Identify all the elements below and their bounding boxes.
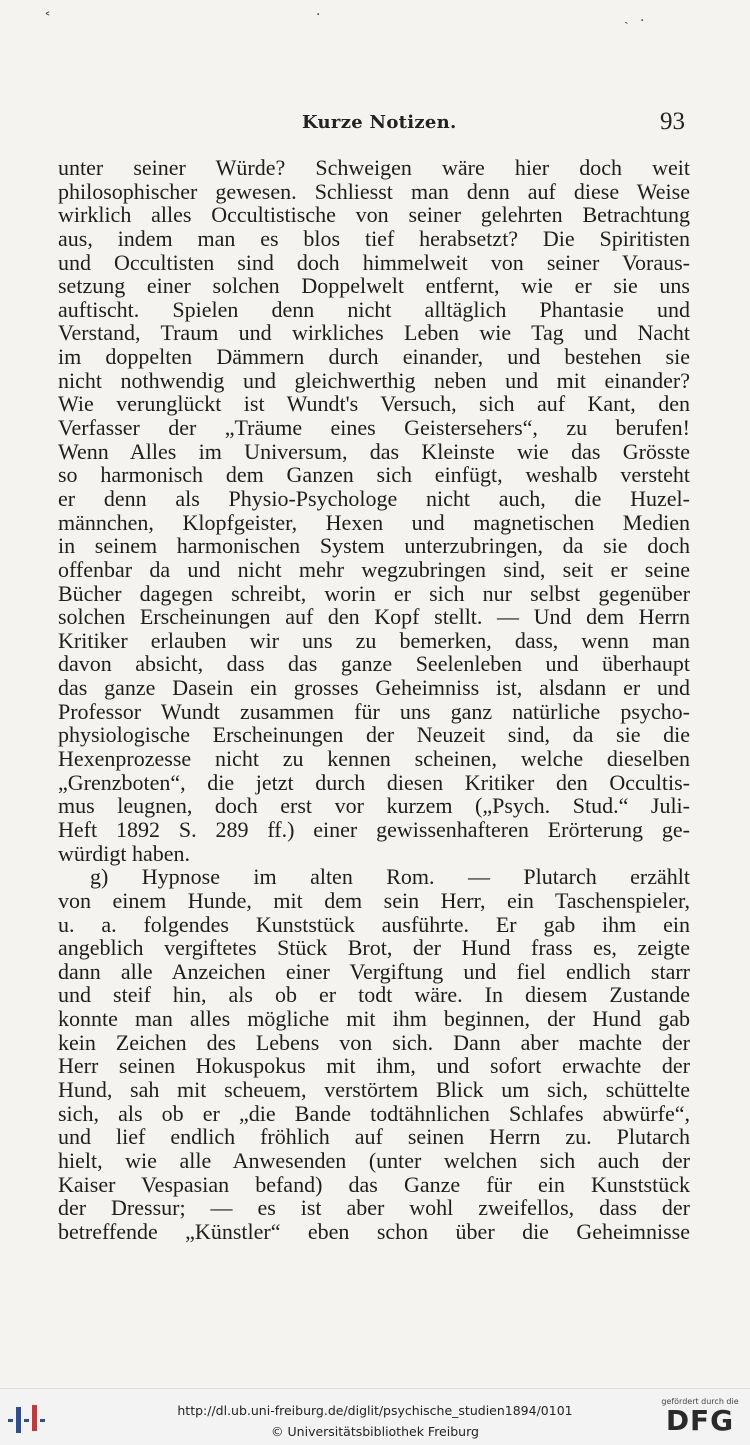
text-line: wirklich alles Occultistische von seiner gelehrten Betrachtung (58, 202, 690, 228)
text-line: dann alle Anzeichen einer Vergiftung und fiel endlich starr (58, 958, 690, 984)
text-line: unter seiner Würde? Schweigen wäre hier doch weit (58, 155, 690, 180)
scan-speck: · (640, 13, 645, 29)
text-line: philosophischer gewesen. Schliesst man denn auf diese Weise (58, 178, 690, 204)
text-line: kein Zeichen des Lebens von sich. Dann aber machte der (58, 1029, 690, 1055)
text-line: im doppelten Dämmern durch einander, und bestehen sie (58, 344, 690, 370)
footer-bar (0, 1388, 750, 1445)
dfg-logo-text: DFG (665, 1404, 735, 1437)
text-line: Kritiker erlauben wir uns zu bemerken, dass, wenn man (58, 627, 690, 653)
text-line: Heft 1892 S. 289 ff.) einer gewissenhafteren Erörterung ge- (58, 816, 690, 842)
text-line: angeblich vergiftetes Stück Brot, der Hund frass es, zeigte (58, 935, 690, 961)
text-line: Herr seinen Hokuspokus mit ihm, und sofort erwachte der (58, 1053, 690, 1079)
text-line: Kaiser Vespasian befand) das Ganze für ein Kunststück (58, 1171, 690, 1197)
text-line: Verstand, Traum und wirkliches Leben wie Tag und Nacht (58, 320, 690, 346)
text-line: und Occultisten sind doch himmelweit von seiner Voraus- (58, 249, 690, 275)
text-line: Hexenprozesse nicht zu kennen scheinen, welche dieselben (58, 746, 690, 772)
text-line: der Dressur; — es ist aber wohl zweifellos, dass der (58, 1195, 690, 1221)
text-line: hielt, wie alle Anwesenden (unter welchen sich auch der (58, 1147, 690, 1173)
copyright-notice: © Universitätsbibliothek Freiburg (271, 1424, 479, 1439)
text-line: Wenn Alles im Universum, das Kleinste wie das Grösste (58, 438, 690, 464)
text-line: setzung einer solchen Doppelwelt entfernt, wie er sie uns (58, 273, 690, 299)
text-line: und steif hin, als ob er todt wäre. In diesem Zustande (58, 982, 690, 1008)
text-line: und lief endlich fröhlich auf seinen Herrn zu. Plutarch (58, 1124, 690, 1150)
text-line: Wie verunglückt ist Wundt's Versuch, sich auf Kant, den (58, 391, 690, 417)
text-line: Professor Wundt zusammen für uns ganz natürliche psycho- (58, 698, 690, 724)
text-line: Verfasser der „Träume eines Geistersehers“, zu berufen! (58, 415, 690, 441)
section-heading-line: g) Hypnose im alten Rom. — Plutarch erzählt (90, 864, 690, 890)
text-line: mus leugnen, doch erst vor kurzem („Psych. Stud.“ Juli- (58, 793, 690, 819)
text-line: von einem Hunde, mit dem sein Herr, ein Taschenspieler, (58, 887, 690, 913)
text-line: er denn als Physio-Psychologe nicht auch, die Huzel- (58, 485, 690, 511)
text-line: u. a. folgendes Kunststück ausführte. Er gab ihm ein (58, 911, 690, 937)
text-line: auftischt. Spielen denn nicht alltäglich Phantasie und (58, 296, 690, 322)
scan-speck: ˎ (624, 9, 629, 25)
text-line: sich, als ob er „die Bande todtähnlichen Schlafes abwürfe“, (58, 1100, 690, 1126)
running-header-title: Kurze Notizen. (302, 112, 457, 133)
text-line: physiologische Erscheinungen der Neuzeit sind, da sie die (58, 722, 690, 748)
funder-note: gefördert durch die (661, 1397, 739, 1406)
page-number: 93 (660, 108, 685, 135)
source-url[interactable]: http://dl.ub.uni-freiburg.de/diglit/psychische_studien1894/0101 (177, 1403, 573, 1418)
text-line: nicht nothwendig und gleichwerthig neben und mit einander? (58, 367, 690, 393)
text-line: davon absicht, dass das ganze Seelenleben und überhaupt (58, 651, 690, 677)
text-line: konnte man alles mögliche mit ihm beginnen, der Hund gab (58, 1006, 690, 1032)
dfg-logo (658, 1395, 742, 1441)
text-line: betreffende „Künstler“ eben schon über die Geheimnisse (58, 1218, 690, 1244)
text-line: offenbar da und nicht mehr wegzubringen sind, seit er seine (58, 556, 690, 582)
text-line: männchen, Klopfgeister, Hexen und magnetischen Medien (58, 509, 690, 535)
text-line: „Grenzboten“, die jetzt durch diesen Kritiker den Occultis- (58, 769, 690, 795)
text-line: aus, indem man es blos tief herabsetzt? Die Spiritisten (58, 225, 690, 251)
body-text (58, 156, 690, 1243)
text-line: das ganze Dasein ein grosses Geheimniss ist, alsdann er und (58, 675, 690, 701)
text-line: in seinem harmonischen System unterzubringen, da sie doch (58, 533, 690, 559)
text-line: Bücher dagegen schreibt, worin er sich nur selbst gegenüber (58, 580, 690, 606)
text-line: würdigt haben. (58, 840, 190, 866)
scan-speck: ˂ (44, 11, 51, 27)
text-line: solchen Erscheinungen auf den Kopf stellt. — Und dem Herrn (58, 604, 690, 630)
text-line: Hund, sah mit scheuem, verstörtem Blick um sich, schüttelte (58, 1076, 690, 1102)
scan-speck: · (316, 7, 321, 23)
text-line: so harmonisch dem Ganzen sich einfügt, weshalb versteht (58, 462, 690, 488)
